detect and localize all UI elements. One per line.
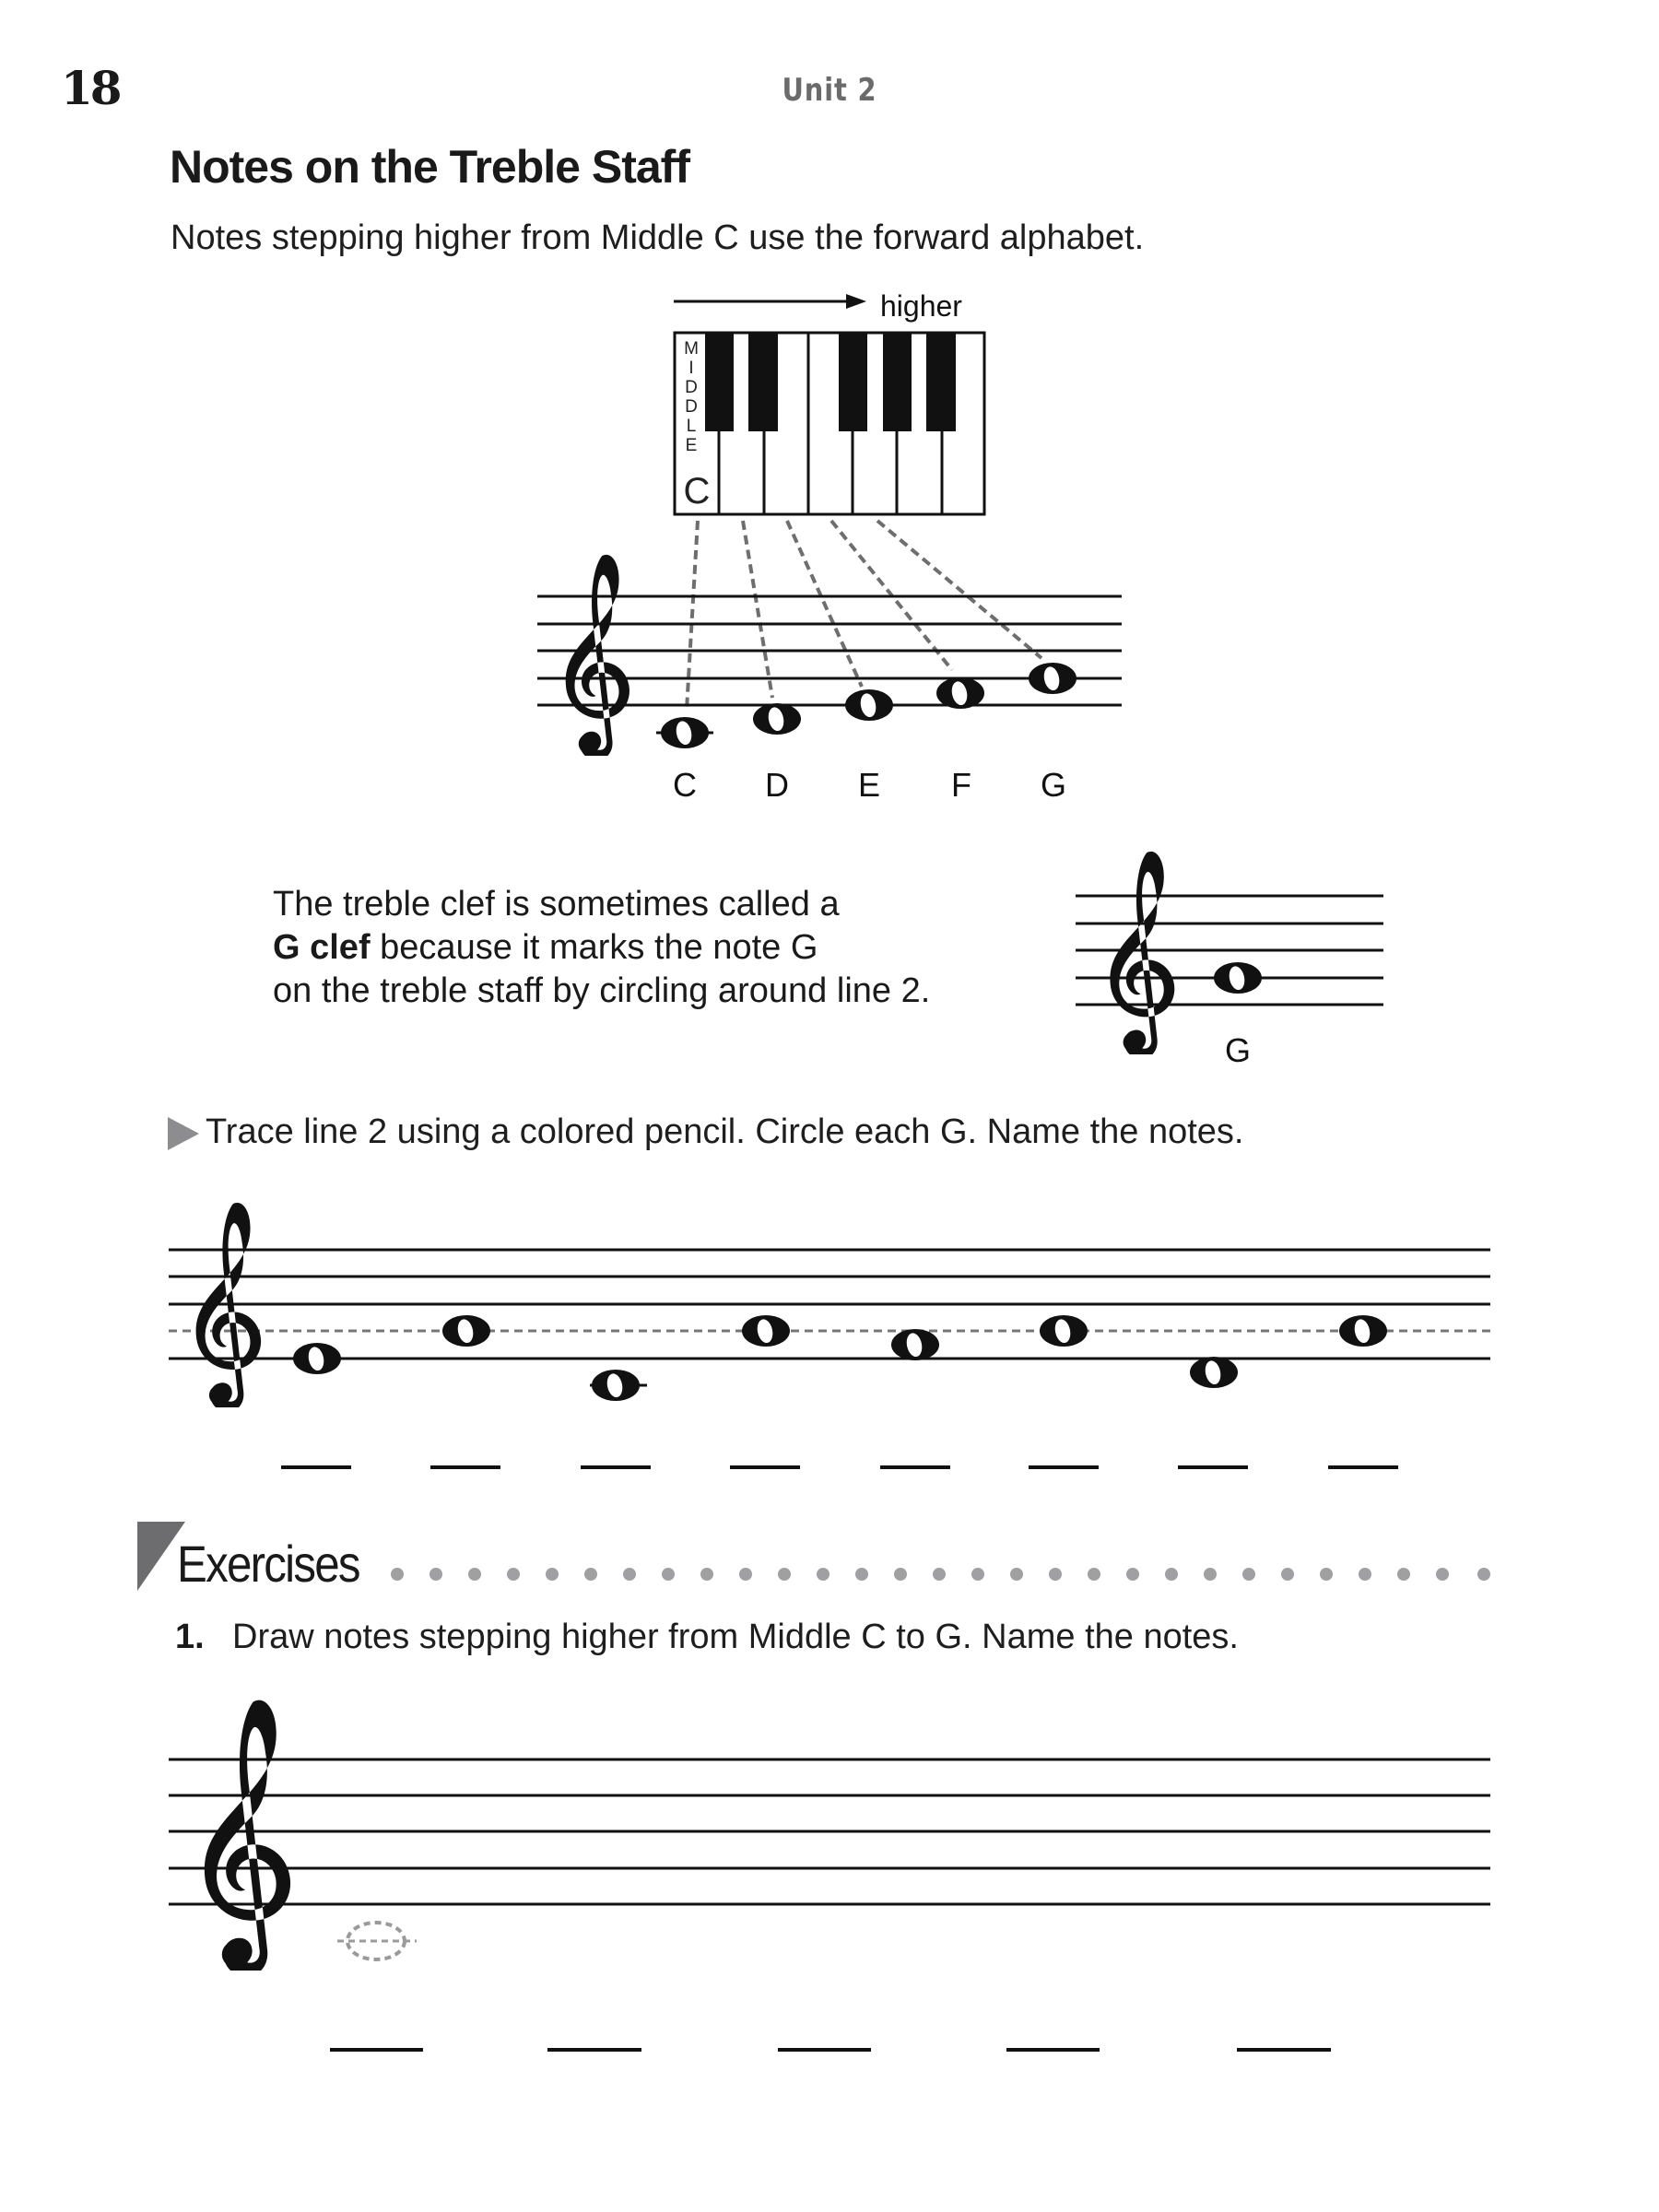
- note-g: [1214, 962, 1262, 994]
- trace-note-6[interactable]: [1040, 1315, 1088, 1347]
- trace-note-2[interactable]: [442, 1315, 490, 1347]
- note-e: [845, 689, 893, 721]
- page-number: 18: [61, 61, 120, 115]
- unit-label: Unit 2: [782, 72, 877, 109]
- trace-note-5[interactable]: [891, 1329, 939, 1360]
- exercise-number: 1.: [175, 1618, 205, 1656]
- dashed-middle-c-guide[interactable]: [337, 1923, 417, 1959]
- staff-trace-activity: [169, 1203, 1490, 1467]
- trace-note-1[interactable]: [293, 1343, 341, 1374]
- svg-text:E: E: [685, 436, 698, 455]
- key-to-note-connectors: [687, 521, 1041, 710]
- arrow-right-icon: [846, 294, 866, 309]
- intro-text: Notes stepping higher from Middle C use the forward alphabet.: [171, 218, 1145, 257]
- svg-text:D: D: [685, 397, 698, 417]
- note-d: [753, 703, 801, 735]
- svg-text:I: I: [688, 359, 694, 378]
- explanation-line-3: on the treble staff by circling around line 2.: [273, 971, 931, 1010]
- exercise-1-instruction: Draw notes stepping higher from Middle C to G. Name the notes.: [232, 1618, 1239, 1656]
- explanation-line-1: The treble clef is sometimes called a: [273, 885, 840, 924]
- note-label-e: E: [857, 766, 881, 804]
- treble-clef-icon: [205, 1700, 290, 1977]
- exercises-dot-leader: [391, 1568, 1490, 1581]
- exercises-heading: Exercises: [177, 1535, 359, 1593]
- page-title: Notes on the Treble Staff: [170, 141, 689, 193]
- note-label-f: F: [951, 766, 971, 804]
- treble-clef-icon: [196, 1203, 262, 1412]
- explanation-line-2: G clef because it marks the note G: [273, 928, 818, 967]
- higher-label: higher: [880, 289, 962, 323]
- staff-exercise-1: [169, 1700, 1490, 2050]
- middle-c-label: C: [683, 471, 711, 512]
- svg-text:M: M: [684, 339, 699, 359]
- note-label-c: C: [673, 766, 697, 804]
- trace-note-3[interactable]: [592, 1370, 640, 1401]
- keyboard-diagram: [674, 289, 1041, 710]
- note-label-g: G: [1040, 766, 1067, 804]
- staff-g-example: [1076, 852, 1383, 1069]
- note-c: [661, 717, 709, 748]
- note-g: [1029, 663, 1077, 694]
- svg-text:D: D: [685, 378, 698, 397]
- note-f: [936, 677, 984, 709]
- svg-text:L: L: [686, 417, 697, 436]
- g-clef-explanation: [273, 883, 930, 1013]
- trace-note-7[interactable]: [1190, 1357, 1238, 1388]
- treble-clef-icon: [566, 555, 629, 760]
- trace-note-4[interactable]: [742, 1315, 790, 1347]
- g-clef-term: G clef: [273, 928, 371, 967]
- trace-instruction: Trace line 2 using a colored pencil. Circle each G. Name the notes.: [206, 1112, 1244, 1151]
- trace-note-8[interactable]: [1339, 1315, 1387, 1347]
- note-label-g: G: [1224, 1031, 1252, 1069]
- treble-clef-icon: [1110, 852, 1174, 1059]
- staff-c-to-g: [537, 555, 1122, 804]
- note-label-d: D: [765, 766, 789, 804]
- play-triangle-icon: [168, 1117, 199, 1150]
